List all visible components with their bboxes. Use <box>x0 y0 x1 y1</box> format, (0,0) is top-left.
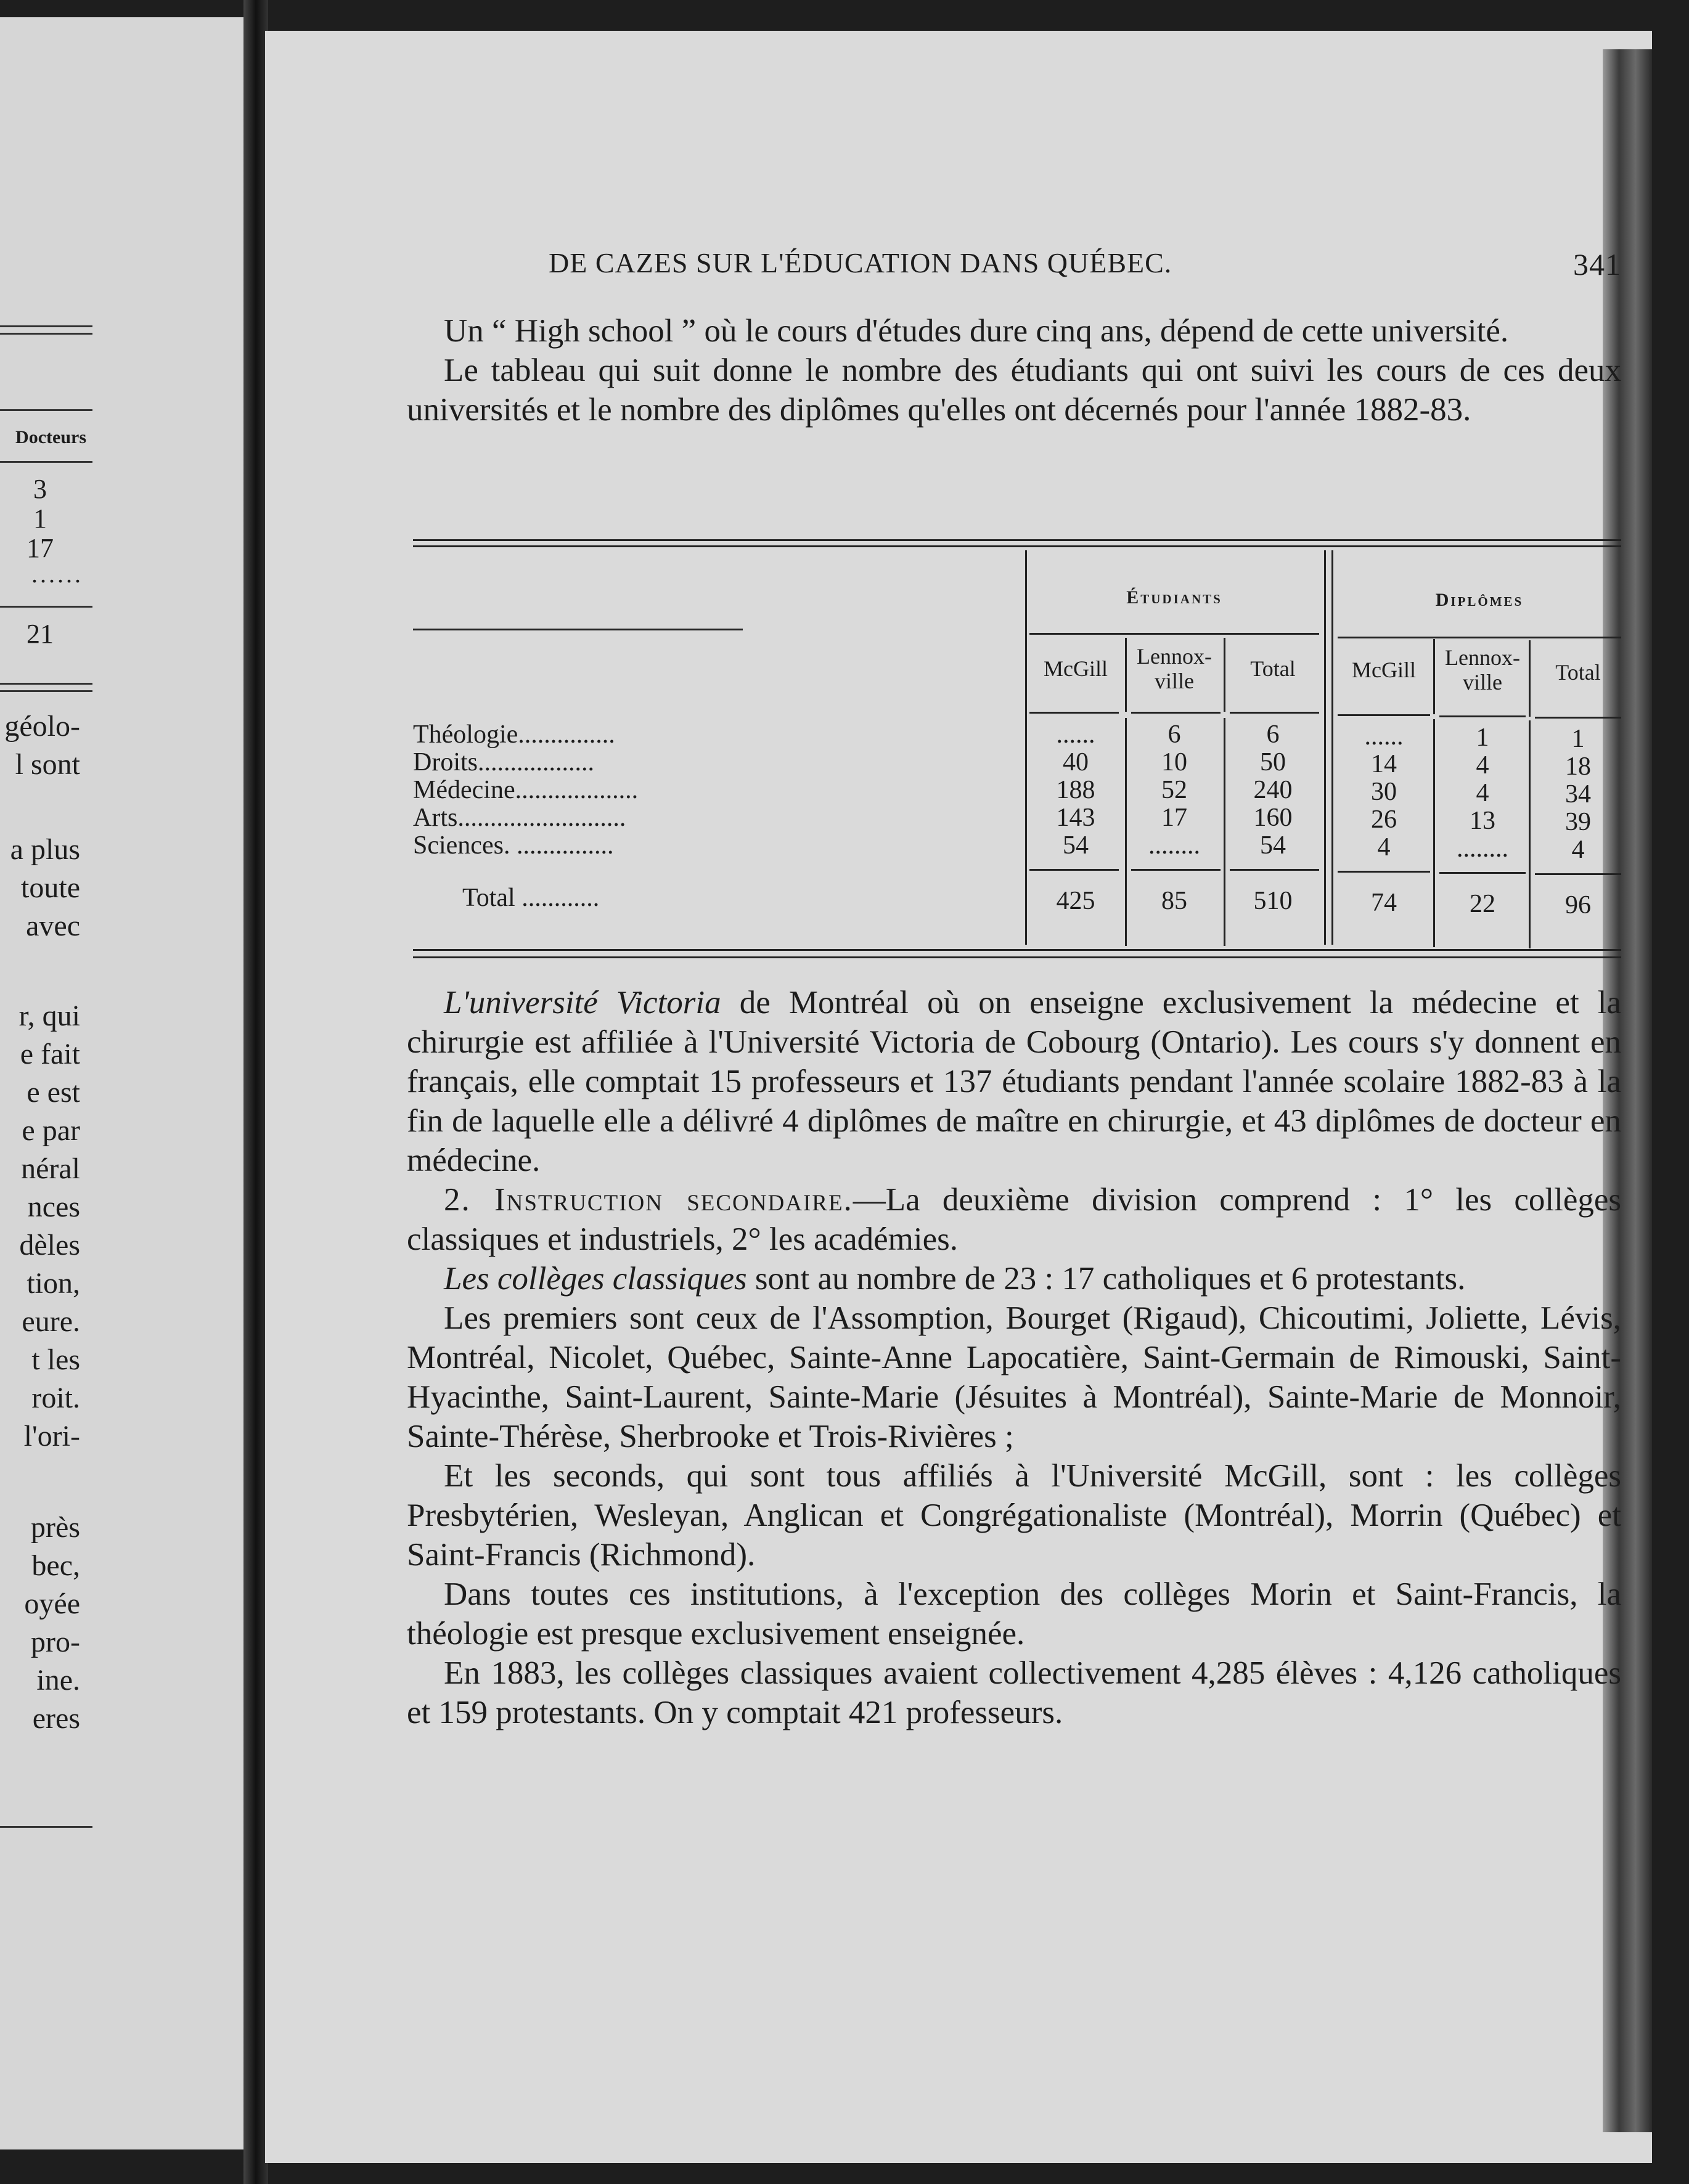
leader-dots: . ............... <box>503 832 614 860</box>
rule <box>0 683 92 685</box>
rule <box>0 1826 92 1828</box>
cell-value: 74 <box>1371 889 1397 917</box>
leader-dots: .......................... <box>457 804 626 832</box>
rule <box>0 461 92 463</box>
table-rule <box>1230 712 1319 714</box>
cell-value: 10 <box>1161 748 1187 776</box>
paragraph: Le tableau qui suit donne le nombre des étudiants qui ont suivi les cours de ces deux universités et le nombre des diplômes qu'elles ont décernés pour l'année 1882-83. <box>407 352 1621 428</box>
col-header-total: Total <box>1555 660 1601 685</box>
cell-value: 160 <box>1253 804 1293 832</box>
cell-value: 40 <box>1063 748 1089 776</box>
text-fragment: a plus <box>10 833 80 866</box>
table-rule <box>1535 873 1621 875</box>
row-label: Droits <box>413 749 478 776</box>
paragraph <box>407 983 1621 1180</box>
table-rule <box>1439 715 1526 717</box>
cell-value: 54 <box>1063 831 1089 860</box>
table-vrule <box>1433 639 1435 714</box>
table-rule <box>413 949 1621 951</box>
paragraph: En 1883, les collèges classiques avaient collectivement 4,285 élèves : 4,126 catholiques et 159 protestants. On y comptait 421 professeurs. <box>407 1655 1621 1730</box>
col-header-lennoxville: Lennox-ville <box>1445 645 1520 695</box>
cell-value: 34 <box>1565 780 1591 809</box>
table-vrule <box>1224 718 1225 946</box>
page <box>265 31 1652 2163</box>
total: 21 <box>27 619 54 649</box>
cell-value: 39 <box>1565 808 1591 836</box>
text-fragment: r, qui <box>18 1000 80 1032</box>
row-label: Théologie <box>413 721 518 749</box>
col-header-mcgill: McGill <box>1044 656 1108 681</box>
text-fragment: oyée <box>24 1587 80 1620</box>
group-header-etudiants: Étudiants <box>1126 587 1222 608</box>
text-fragment: eres <box>32 1702 80 1735</box>
left-page <box>0 17 243 2149</box>
table-vrule <box>1433 719 1435 947</box>
table-rule <box>1338 637 1621 638</box>
cell-value: 13 <box>1470 807 1495 835</box>
text-fragment: tion, <box>27 1267 80 1300</box>
table-vrule <box>1125 718 1127 946</box>
paragraph-text: de Montréal où on enseigne exclusivement la médecine et la chirurgie est affiliée à l'Université Victoria de Cobourg (Ontario). Les cours s'y donnent en français, elle comptait 15 professeurs et 137 étudiants pendant l'année scolaire 1882-83 à la fin de laquelle elle a délivré 4 diplômes de maître en chirurgie, et 43 diplômes de docteur en médecine. <box>407 985 1622 1178</box>
intro-text <box>407 311 1621 430</box>
row-label: Sciences <box>413 832 504 860</box>
text-fragment: eure. <box>22 1305 80 1338</box>
value: 17 <box>27 533 54 563</box>
table-rule <box>1029 633 1319 635</box>
cell-value: 4 <box>1476 751 1489 780</box>
rule <box>0 325 92 327</box>
col-header-lennoxville: Lennox-ville <box>1137 644 1212 693</box>
text-fragment: e par <box>22 1114 80 1147</box>
cell-value: 425 <box>1056 887 1095 915</box>
table-rule <box>1338 714 1430 716</box>
table-rule <box>1131 712 1221 714</box>
row-label: Médecine <box>413 776 515 804</box>
cell-value: 52 <box>1161 776 1187 804</box>
section-heading: 2. Instruction secondaire. <box>444 1182 853 1218</box>
table-vrule <box>1224 638 1225 712</box>
paragraph: Dans toutes ces institutions, à l'exception des collèges Morin et Saint-Francis, la théologie est presque exclusivement enseignée. <box>407 1576 1621 1652</box>
cell-value: 4 <box>1571 836 1585 864</box>
table-rule <box>413 629 743 630</box>
text-fragment: l sont <box>15 748 80 781</box>
table-rule <box>1338 871 1430 873</box>
paragraph: Un “ High school ” où le cours d'études dure cinq ans, dépend de cette université. <box>444 313 1509 349</box>
statistics-table <box>413 539 1621 964</box>
page-number: 341 <box>1573 247 1621 282</box>
leader-dots: ................... <box>515 776 639 804</box>
table-vrule <box>1025 550 1027 945</box>
cell-value: ...... <box>1056 720 1095 749</box>
table-vrule <box>1529 720 1531 948</box>
table-rule <box>413 545 1621 547</box>
cell-value: 50 <box>1260 748 1286 776</box>
group-header-diplomes: Diplômes <box>1435 590 1524 610</box>
cell-value: 96 <box>1565 891 1591 919</box>
text-fragment: toute <box>21 871 80 904</box>
cell-value: 26 <box>1371 805 1397 834</box>
cell-value: 240 <box>1253 776 1293 804</box>
text-fragment: roit. <box>31 1382 80 1414</box>
column-header: Docteurs <box>15 427 86 447</box>
cell-value: 6 <box>1168 720 1181 749</box>
cell-value: ........ <box>1148 831 1200 860</box>
col-header-mcgill: McGill <box>1352 658 1416 682</box>
table-vrule <box>1125 638 1127 712</box>
cell-value: 18 <box>1565 752 1591 781</box>
table-rule <box>1535 717 1621 719</box>
text-fragment: près <box>31 1511 80 1544</box>
text-fragment: e fait <box>20 1038 80 1070</box>
table-rule <box>1131 869 1221 871</box>
table-vrule <box>1529 640 1531 717</box>
row-label: Arts <box>413 804 458 832</box>
table-vrule <box>1324 550 1326 945</box>
leader-dots: .................. <box>478 749 594 776</box>
cell-value: 30 <box>1371 778 1397 806</box>
text-fragment: t les <box>31 1343 80 1376</box>
italic-lead: Les collèges classiques <box>444 1261 747 1297</box>
table-rule <box>1230 869 1319 871</box>
rule <box>0 409 92 411</box>
paragraph-text: sont au nombre de 23 : 17 catholiques et 6 protestants. <box>746 1261 1466 1297</box>
cell-value: 4 <box>1377 833 1391 862</box>
table-rule <box>413 956 1621 958</box>
cell-value: 4 <box>1476 779 1489 807</box>
body-text <box>407 983 1621 1732</box>
leader-dots: ............... <box>518 721 615 749</box>
leader-dots: ............ <box>521 884 600 912</box>
text-fragment: avec <box>26 910 80 942</box>
running-title: DE CAZES SUR L'ÉDUCATION DANS QUÉBEC. <box>549 247 1172 279</box>
table-rule <box>1439 872 1526 874</box>
paragraph: Les premiers sont ceux de l'Assomption, Bourget (Rigaud), Chicoutimi, Joliette, Lévis, Montréal, Nicolet, Québec, Sainte-Anne Lapocatière, Saint-Germain de Rimouski, Saint-Hyacinthe, Saint-Laurent, Sainte-Marie (Jésuites à Montréal), Sainte-Marie de Monnoir, Sainte-Thérèse, Sherbrooke et Trois-Rivières ; <box>407 1300 1621 1454</box>
cell-value: 1 <box>1571 725 1585 753</box>
paragraph <box>407 1259 1621 1298</box>
text-fragment: néral <box>21 1152 80 1185</box>
cell-value: ...... <box>1364 722 1404 751</box>
text-fragment: nces <box>27 1191 80 1223</box>
cell-value: 17 <box>1161 804 1187 832</box>
cell-value: 6 <box>1266 720 1280 749</box>
dots: ...... <box>31 560 83 588</box>
text-fragment: e est <box>27 1076 80 1109</box>
value: 1 <box>33 503 47 534</box>
text-fragment: l'ori- <box>23 1420 80 1453</box>
cell-value: 188 <box>1056 776 1095 804</box>
book-gutter <box>243 0 268 2184</box>
paragraph <box>407 1180 1621 1259</box>
rule <box>0 333 92 335</box>
paragraph-text: —La deuxième division comprend : 1° les collèges classiques et industriels, 2° les académies. <box>407 1182 1621 1257</box>
cell-value: 1 <box>1476 723 1489 752</box>
text-fragment: bec, <box>31 1549 80 1582</box>
text-fragment: ine. <box>36 1664 80 1697</box>
cell-value: 143 <box>1056 804 1095 832</box>
italic-lead: L'université Victoria <box>444 985 721 1021</box>
rule <box>0 606 92 608</box>
text-fragment: dèles <box>19 1229 80 1261</box>
cell-value: 14 <box>1371 750 1397 778</box>
cell-value: 22 <box>1470 890 1495 918</box>
cell-value: 54 <box>1260 831 1286 860</box>
table-rule <box>1029 712 1119 714</box>
row-label: Total <box>462 884 515 912</box>
value: 3 <box>33 474 47 504</box>
text-fragment: géolo- <box>4 710 80 743</box>
cell-value: 85 <box>1161 887 1187 915</box>
col-header-total: Total <box>1250 656 1296 681</box>
cell-value: 510 <box>1253 887 1293 915</box>
rule <box>0 690 92 692</box>
text-fragment: pro- <box>31 1626 80 1658</box>
cell-value: ........ <box>1457 834 1508 863</box>
table-rule <box>413 539 1621 541</box>
table-rule <box>1029 869 1119 871</box>
paragraph: Et les seconds, qui sont tous affiliés à l'Université McGill, sont : les collèges Presbytérien, Wesleyan, Anglican et Congrégationaliste (Montréal), Morrin (Québec) et Saint-Francis (Richmond). <box>407 1458 1621 1573</box>
table-vrule <box>1331 550 1333 945</box>
